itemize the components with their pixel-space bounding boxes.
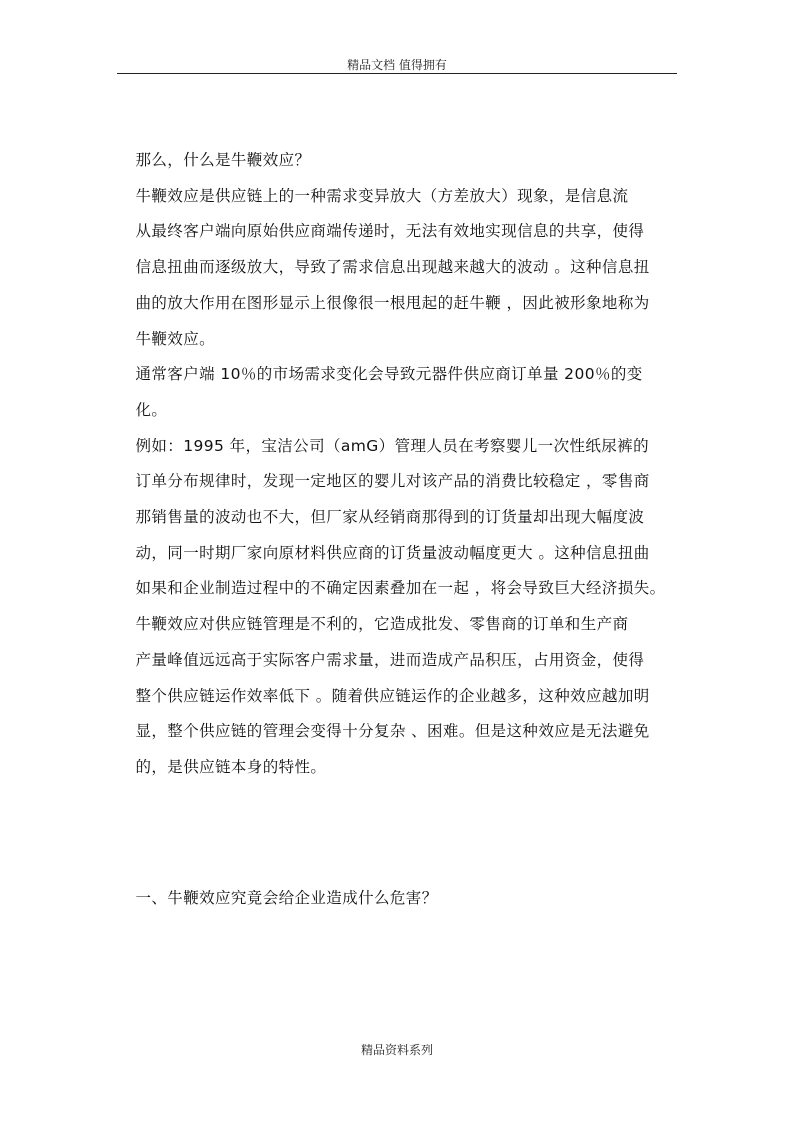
paragraph-line: 动，同一时期厂家向原材料供应商的订货量波动幅度更大 。这种信息扭曲 xyxy=(135,543,650,562)
question-paragraph xyxy=(120,143,665,179)
paragraph-line: 整个供应链运作效率低下 。随着供应链运作的企业越多，这种效应越加明 xyxy=(135,686,650,705)
question-line: 那么，什么是牛鞭效应？ xyxy=(135,151,311,169)
paragraph-line: 化。 xyxy=(135,400,168,419)
impact-paragraph xyxy=(120,607,665,786)
section-gap xyxy=(120,786,665,881)
header-divider xyxy=(117,73,677,74)
paragraph-line: 那销售量的波动也不大，但厂家从经销商那得到的订货量却出现大幅度波 xyxy=(135,508,645,527)
page-header: 精品文档 值得拥有 xyxy=(347,58,447,72)
paragraph-line: 订单分布规律时，发现一定地区的婴儿对该产品的消费比较稳定 ，零售商 xyxy=(135,472,650,491)
paragraph-line: 牛鞭效应。 xyxy=(135,329,216,348)
page-footer: 精品资料系列 xyxy=(360,1043,433,1057)
paragraph-line: 例如：1995 年，宝洁公司（amG）管理人员在考察婴儿一次性纸尿裤的 xyxy=(135,436,649,455)
paragraph-line: 牛鞭效应是供应链上的一种需求变异放大（方差放大）现象，是信息流 xyxy=(135,186,629,205)
paragraph-line: 显，整个供应链的管理会变得十分复杂 、困难。但是这种效应是无法避免 xyxy=(135,722,650,741)
definition-paragraph xyxy=(120,179,665,358)
paragraph-line: 从最终客户端向原始供应商端传递时，无法有效地实现信息的共享，使得 xyxy=(135,222,645,241)
statistic-paragraph xyxy=(120,357,665,428)
section-heading: 一、牛鞭效应究竟会给企业造成什么危害？ xyxy=(135,888,438,907)
paragraph-line: 牛鞭效应对供应链管理是不利的，它造成批发、零售商的订单和生产商 xyxy=(135,615,629,634)
paragraph-line: 的，是供应链本身的特性。 xyxy=(135,757,327,776)
paragraph-line: 通常客户端 10％的市场需求变化会导致元器件供应商订单量 200％的变 xyxy=(135,365,643,384)
paragraph-line: 曲的放大作用在图形显示上很像很一根甩起的赶牛鞭 ，因此被形象地称为 xyxy=(135,293,650,312)
paragraph-line: 如果和企业制造过程中的不确定因素叠加在一起 ，将会导致巨大经济损失。 xyxy=(135,579,666,598)
paragraph-line: 信息扭曲而逐级放大，导致了需求信息出现越来越大的波动 。这种信息扭 xyxy=(135,258,650,277)
example-paragraph xyxy=(120,429,665,608)
document-body xyxy=(120,143,665,916)
paragraph-line: 产量峰值远远高于实际客户需求量，进而造成产品积压，占用资金，使得 xyxy=(135,650,645,669)
